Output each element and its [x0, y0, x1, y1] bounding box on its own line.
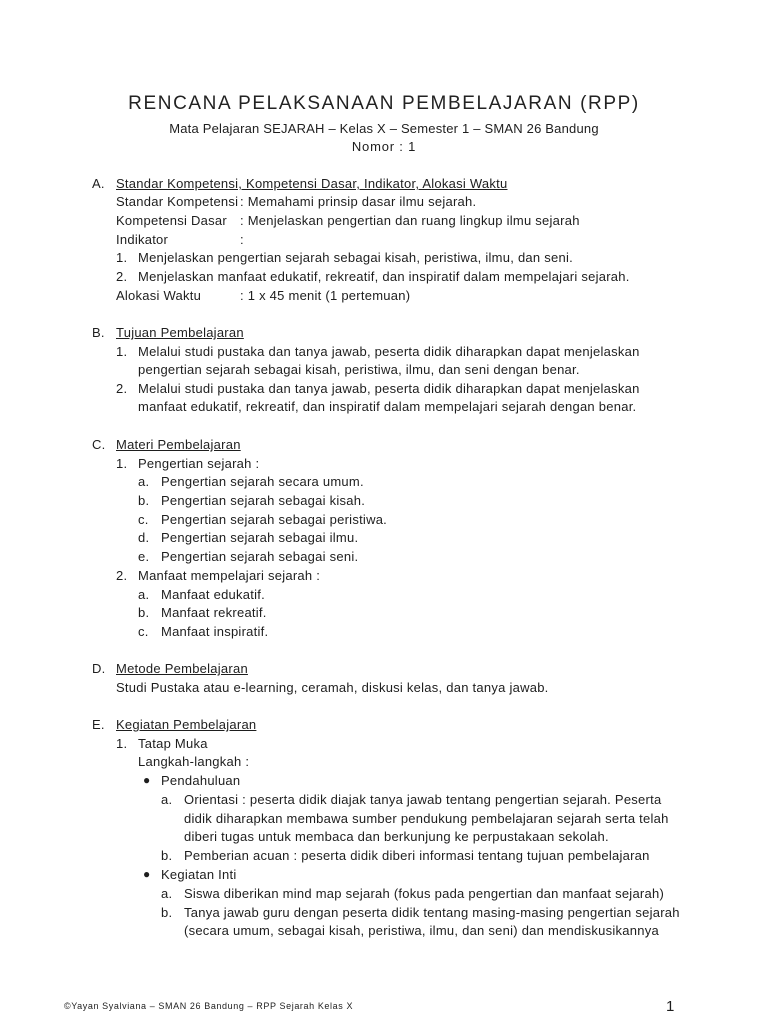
materi-2a-text: Manfaat edukatif. [161, 587, 265, 602]
materi-1a-text: Pengertian sejarah secara umum. [161, 474, 364, 489]
page-number: 1 [666, 998, 675, 1015]
bullet-icon: ● [143, 773, 151, 787]
langkah-label: Langkah-langkah : [138, 754, 250, 769]
indikator-item-1-num: 1. [116, 250, 128, 265]
kompetensi-dasar-value: : Menjelaskan pengertian dan ruang lingkup ilmu sejarah [240, 213, 580, 228]
pendahuluan-a-line-1: Orientasi : peserta didik diajak tanya jawab tentang pengertian sejarah. Peserta [184, 792, 662, 807]
alokasi-waktu-label: Alokasi Waktu [116, 288, 202, 303]
tujuan-item-2-line-1: Melalui studi pustaka dan tanya jawab, peserta didik diharapkan dapat menjelaskan [138, 381, 640, 396]
indikator-item-2: Menjelaskan manfaat edukatif, rekreatif, dan inspiratif dalam mempelajari sejarah. [138, 269, 630, 284]
kompetensi-dasar-row [116, 213, 580, 229]
pendahuluan-b-text: Pemberian acuan : peserta didik diberi informasi tentang tujuan pembelajaran [184, 848, 650, 863]
pendahuluan-a-line-2: didik diharapkan membawa sumber pendukung pembelajaran sejarah serta telah [184, 811, 669, 826]
metode-text: Studi Pustaka atau e-learning, ceramah, diskusi kelas, dan tanya jawab. [116, 680, 549, 695]
section-a-letter: A. [92, 176, 105, 191]
materi-1b-label: b. [138, 493, 150, 508]
section-a-heading: Standar Kompetensi, Kompetensi Dasar, Indikator, Alokasi Waktu [116, 176, 508, 191]
section-c-heading: Materi Pembelajaran [116, 437, 241, 452]
pendahuluan-b-label: b. [161, 848, 173, 863]
materi-1b-text: Pengertian sejarah sebagai kisah. [161, 493, 366, 508]
materi-2b-text: Manfaat rekreatif. [161, 605, 267, 620]
pendahuluan-a-line-3: diberi tugas untuk membaca dan berkunjung ke perpustakaan sekolah. [184, 829, 609, 844]
materi-2c-label: c. [138, 624, 149, 639]
section-b-heading: Tujuan Pembelajaran [116, 325, 244, 340]
pendahuluan-label: Pendahuluan [161, 773, 241, 788]
tujuan-item-2-line-2: manfaat edukatif, rekreatif, dan inspiratif dalam mempelajari sejarah dengan benar. [138, 399, 637, 414]
section-d-letter: D. [92, 661, 106, 676]
inti-b-label: b. [161, 905, 173, 920]
inti-b-line-1: Tanya jawab guru dengan peserta didik tentang masing-masing pengertian sejarah [184, 905, 680, 920]
tujuan-item-1-line-1: Melalui studi pustaka dan tanya jawab, peserta didik diharapkan dapat menjelaskan [138, 344, 640, 359]
section-e-heading: Kegiatan Pembelajaran [116, 717, 257, 732]
indikator-value: : [240, 232, 244, 247]
kompetensi-dasar-label: Kompetensi Dasar [116, 213, 227, 228]
materi-2a-label: a. [138, 587, 150, 602]
materi-1d-text: Pengertian sejarah sebagai ilmu. [161, 530, 359, 545]
inti-a-label: a. [161, 886, 173, 901]
page-footer: ©Yayan Syalviana – SMAN 26 Bandung – RPP Sejarah Kelas X [64, 1001, 354, 1011]
materi-1e-text: Pengertian sejarah sebagai seni. [161, 549, 359, 564]
indikator-item-2-num: 2. [116, 269, 128, 284]
materi-1a-label: a. [138, 474, 150, 489]
section-c-letter: C. [92, 437, 106, 452]
materi-1-num: 1. [116, 456, 128, 471]
tujuan-item-1-line-2: pengertian sejarah sebagai kisah, peristiwa, ilmu, dan seni dengan benar. [138, 362, 580, 377]
materi-1d-label: d. [138, 530, 150, 545]
section-b-letter: B. [92, 325, 105, 340]
materi-1-title: Pengertian sejarah : [138, 456, 260, 471]
inti-b-line-2: (secara umum, sebagai kisah, peristiwa, ilmu, dan seni) dan mendiskusikannya [184, 923, 659, 938]
materi-1e-label: e. [138, 549, 150, 564]
inti-a-text: Siswa diberikan mind map sejarah (fokus pada pengertian dan manfaat sejarah) [184, 886, 665, 901]
pendahuluan-a-label: a. [161, 792, 173, 807]
standar-kompetensi-row [116, 194, 476, 210]
materi-2-title: Manfaat mempelajari sejarah : [138, 568, 321, 583]
materi-2-num: 2. [116, 568, 128, 583]
indikator-label: Indikator [116, 232, 169, 247]
section-e-letter: E. [92, 717, 105, 732]
kegiatan-inti-label: Kegiatan Inti [161, 867, 237, 882]
document-subtitle: Mata Pelajaran SEJARAH – Kelas X – Semester 1 – SMAN 26 Bandung [169, 121, 599, 136]
indikator-item-1: Menjelaskan pengertian sejarah sebagai kisah, peristiwa, ilmu, dan seni. [138, 250, 573, 265]
materi-2c-text: Manfaat inspiratif. [161, 624, 269, 639]
standar-kompetensi-label: Standar Kompetensi [116, 194, 239, 209]
bullet-icon: ● [143, 867, 151, 881]
standar-kompetensi-value: : Memahami prinsip dasar ilmu sejarah. [240, 194, 477, 209]
materi-1c-text: Pengertian sejarah sebagai peristiwa. [161, 512, 388, 527]
materi-2b-label: b. [138, 605, 150, 620]
materi-1c-label: c. [138, 512, 149, 527]
kegiatan-1-title: Tatap Muka [138, 736, 208, 751]
indikator-row [116, 232, 244, 248]
document-number: Nomor : 1 [351, 139, 417, 154]
alokasi-waktu-row [116, 288, 410, 304]
alokasi-waktu-value: : 1 x 45 menit (1 pertemuan) [240, 288, 411, 303]
section-d-heading: Metode Pembelajaran [116, 661, 248, 676]
kegiatan-1-num: 1. [116, 736, 128, 751]
document-title: RENCANA PELAKSANAAN PEMBELAJARAN (RPP) [128, 93, 640, 114]
tujuan-item-2-num: 2. [116, 381, 128, 396]
tujuan-item-1-num: 1. [116, 344, 128, 359]
